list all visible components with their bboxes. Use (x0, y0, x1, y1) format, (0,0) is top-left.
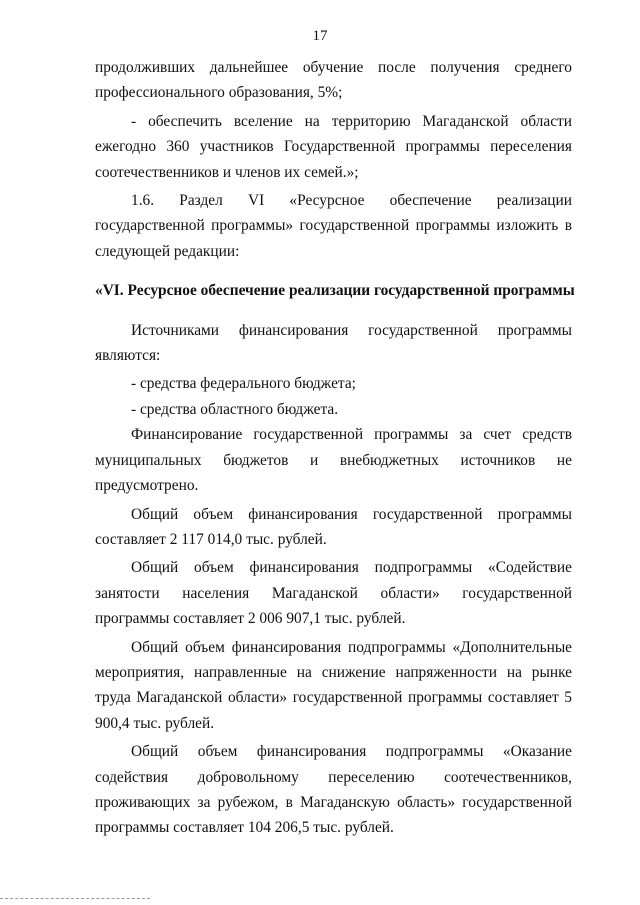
paragraph-labor-market-subprogram: Общий объем финансирования подпрограммы «Дополнительные мероприятия, направленные на снижение напряженности на рынке труда Магаданской области» государственной программы составляет 5 900,4 тыс. рублей. (95, 638, 572, 732)
page-number: 17 (312, 28, 328, 44)
section-heading: «VI. Ресурсное обеспечение реализации государственной программы (95, 282, 575, 300)
paragraph-resettlement-subprogram: Общий объем финансирования подпрограммы «Оказание содействия добровольному переселению соотечественников, проживающих за рубежом, в Магаданскую область» государственной программы составляет 104 206,5 тыс. рублей. (95, 743, 572, 837)
list-item-federal-budget: - средства федерального бюджета; (131, 375, 356, 393)
paragraph-total-funding: Общий объем финансирования государственной программы составляет 2 117 014,0 тыс. рублей. (95, 505, 572, 548)
footer-divider (0, 898, 150, 899)
paragraph-continuation: продолживших дальнейшее обучение после получения среднего профессионального образования, 5%; (95, 59, 572, 102)
paragraph-employment-subprogram: Общий объем финансирования подпрограммы «Содействие занятости населения Магаданской области» государственной программы составляет 2 006 907,1 тыс. рублей. (95, 559, 572, 628)
paragraph-funding-sources: Источниками финансирования государственной программы являются: (95, 321, 572, 365)
list-item-regional-budget: - средства областного бюджета. (131, 400, 339, 418)
paragraph-amendment-1-6: 1.6. Раздел VI «Ресурсное обеспечение реализации государственной программы» государственной программы изложить в следующей редакции: (95, 192, 572, 260)
paragraph-resettlement-goal: - обеспечить вселение на территорию Магаданской области ежегодно 360 участников Государственной программы переселения соотечественников и членов их семей.»; (95, 112, 572, 181)
paragraph-no-municipal-funding: Финансирование государственной программы за счет средств муниципальных бюджетов и внебюджетных источников не предусмотрено. (95, 426, 572, 495)
document-body (95, 55, 575, 844)
